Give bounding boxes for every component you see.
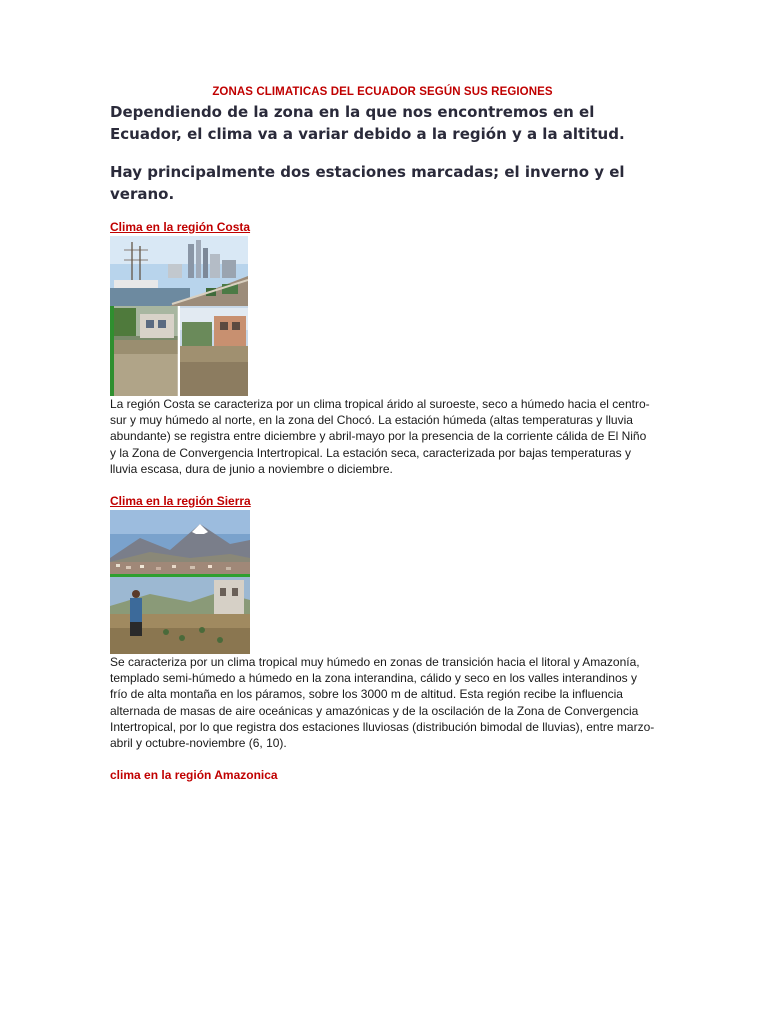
sierra-paragraph: Se caracteriza por un clima tropical muy húmedo en zonas de transición hacia el litoral y Amazonía, templado semi-húmedo a húmedo en la zona interandina, cálido y seco en los valles interandinos y frío de alta montaña en los páramos, sobre los 3000 m de altitud. Esta región recibe la influencia alternada de masas de aire oceánicas y amazónicas y de la oscilación de la Zona de Convergencia Intertropical, por lo que registra dos estaciones lluviosas (distribución bimodal de lluvias), entre marzo-abril y octubre-noviembre (6, 10). (110, 655, 655, 751)
costa-paragraph: La región Costa se caracteriza por un clima tropical árido al suroeste, seco a húmedo hacia el centro-sur y muy húmedo al norte, en la zona del Chocó. La estación húmeda (altas temperaturas y lluvia abundante) se registra entre diciembre y abril-mayo por la presencia de la corriente cálida de El Niño y la Zona de Convergencia Intertropical. La estación seca, caracterizada por bajas temperaturas y lluvia escasa, dura de junio a noviembre o diciembre. (110, 397, 650, 476)
costa-harbor-photo (110, 236, 248, 306)
sierra-farmer-photo (110, 574, 250, 654)
intro-paragraph-1: Dependiendo de la zona en la que nos encontremos en el Ecuador, el clima va a variar debido a la región y a la altitud. (110, 103, 625, 143)
sierra-mountain-photo (110, 510, 250, 574)
document-page (110, 86, 655, 782)
sierra-photo-collage (110, 510, 250, 654)
heading-amazonica: clima en la región Amazonica (110, 768, 278, 783)
costa-flood-photo (110, 306, 248, 396)
intro-paragraph-2: Hay principalmente dos estaciones marcadas; el inverno y el verano. (110, 163, 625, 203)
costa-photo-collage (110, 236, 248, 396)
document-title: ZONAS CLIMATICAS DEL ECUADOR SEGÚN SUS REGIONES (212, 86, 553, 98)
heading-sierra: Clima en la región Sierra (110, 494, 251, 509)
heading-costa: Clima en la región Costa (110, 220, 251, 234)
